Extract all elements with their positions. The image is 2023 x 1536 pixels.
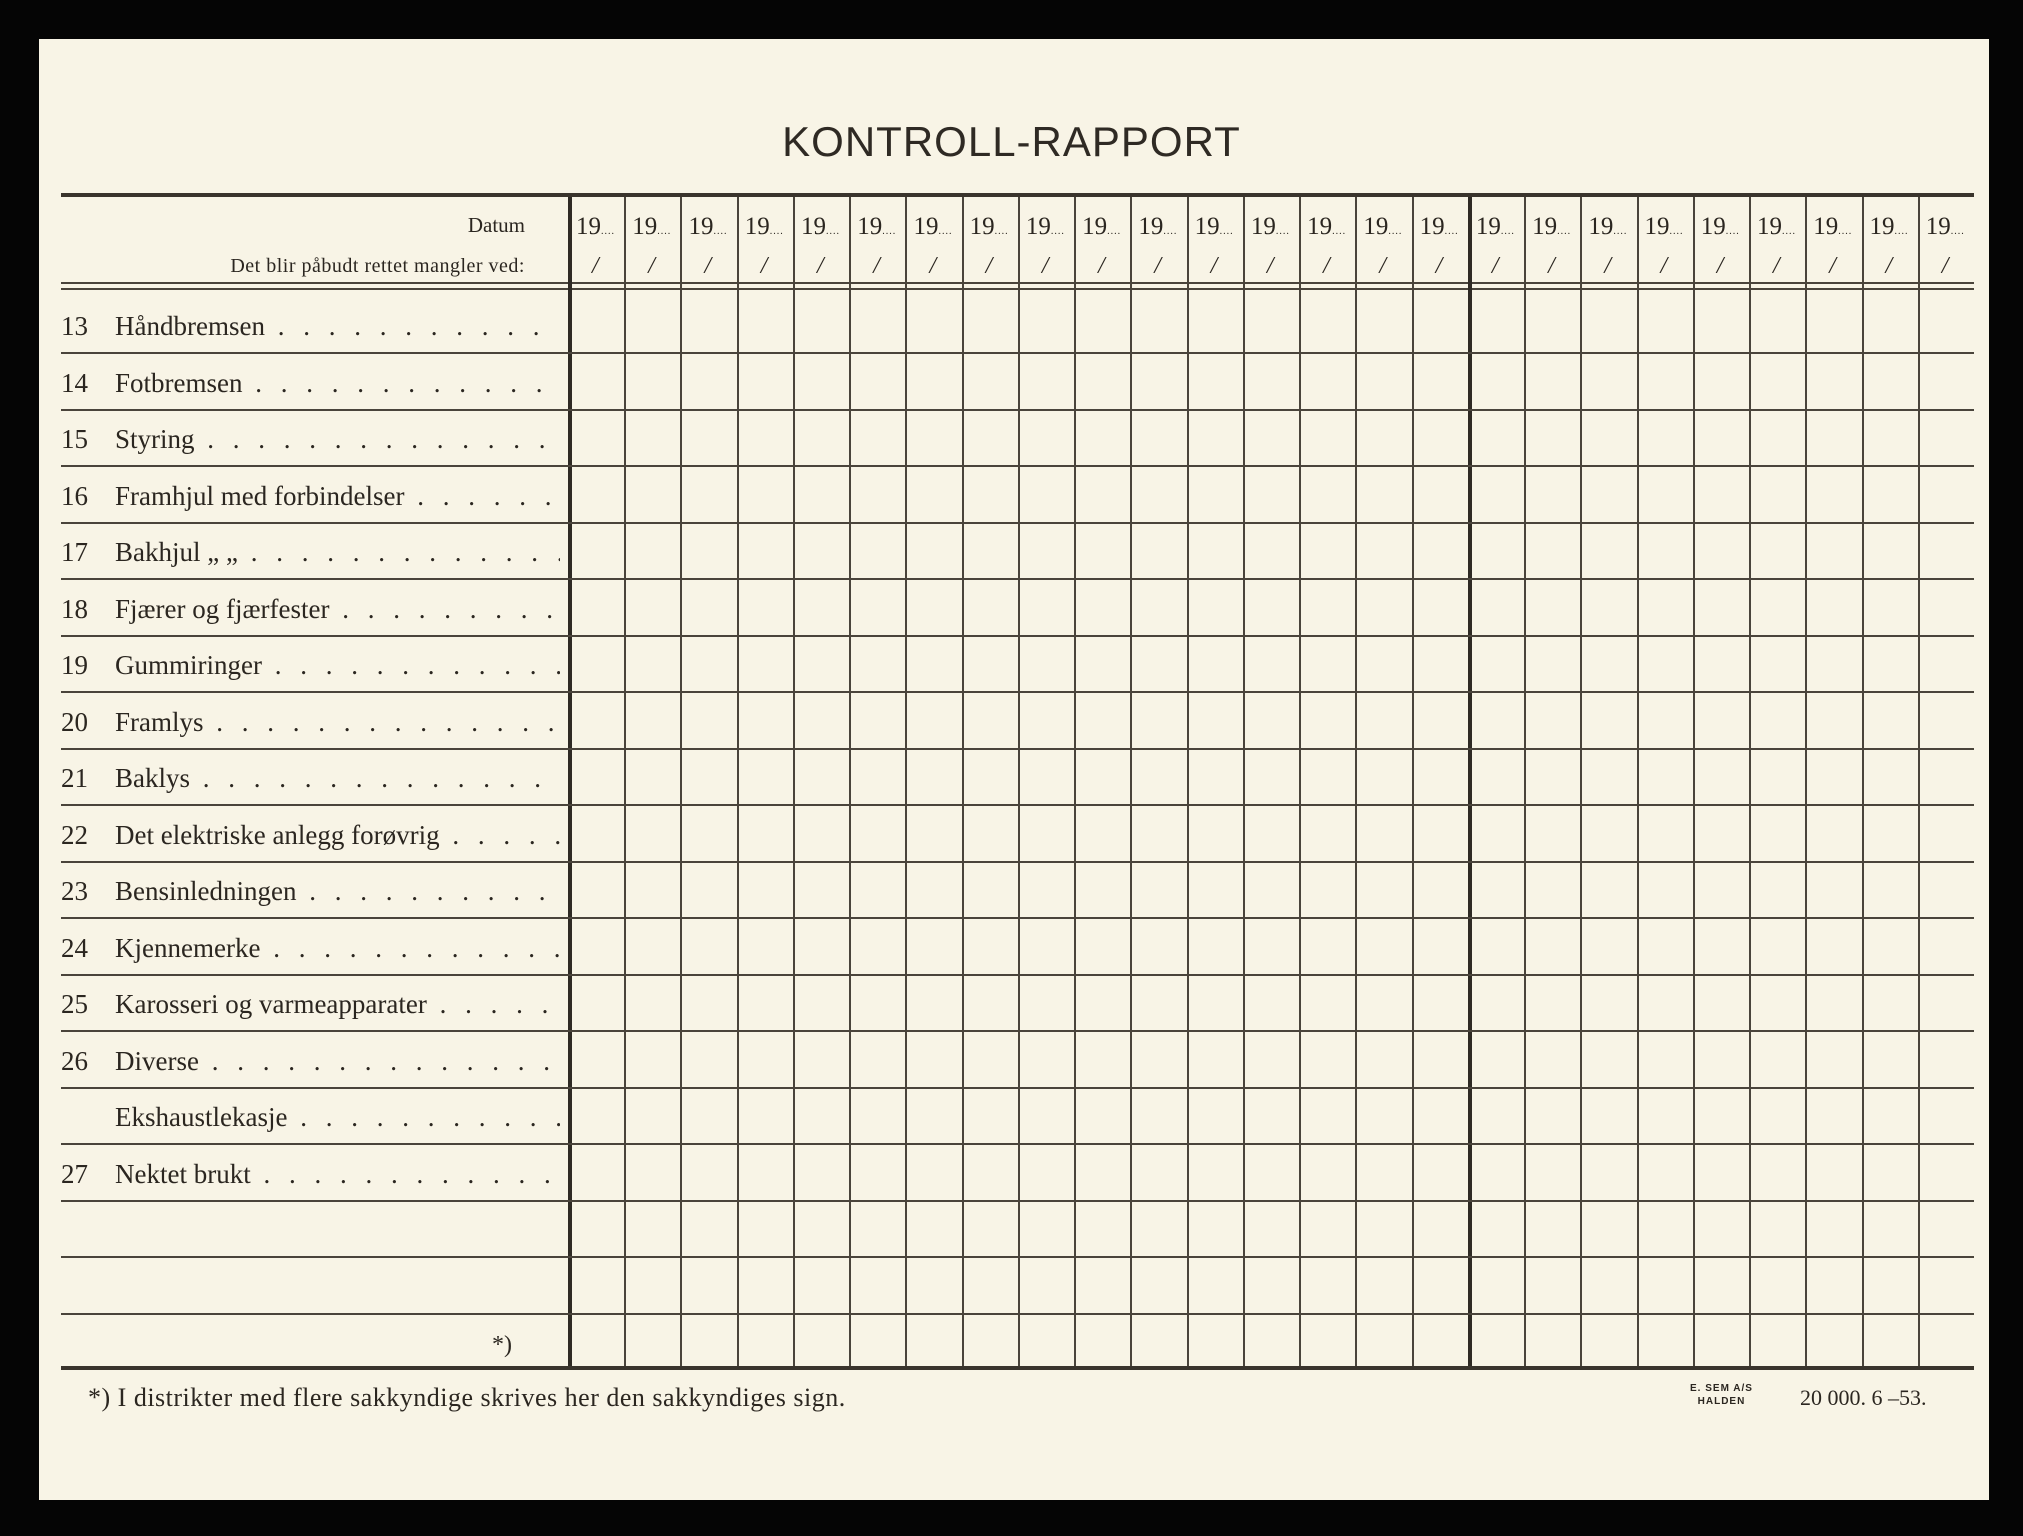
date-column-header[interactable] [568,197,624,282]
row-label: Fotbremsen . . . [115,368,560,399]
row-number: 20 [61,706,88,737]
row-number: 15 [61,424,88,454]
row-label: Styring . . . [115,424,560,455]
row-label: Fjærer og fjærfester . . . [115,594,560,625]
year-prefix: 19 .... [576,213,615,241]
grid-column-line [568,197,572,1369]
row-label: Karosseri og varmeapparater . . . [115,989,560,1020]
checklist-row [61,806,568,863]
date-grid [568,197,1974,1369]
checklist-row [61,354,568,411]
grid-row-line [568,1087,1974,1089]
grid-column-line [905,197,907,1369]
date-column-header[interactable] [1355,197,1411,282]
checklist-row [61,467,568,524]
grid-column-line [1918,197,1920,1369]
grid-column-line [1468,197,1472,1369]
date-separator: / [1435,253,1443,279]
grid-row-line [568,465,1974,467]
date-column-header[interactable] [1862,197,1918,282]
grid-column-line [1749,197,1751,1369]
year-prefix: 19 .... [1532,213,1571,241]
date-column-header[interactable] [1018,197,1074,282]
subtitle-label: Det blir påbudt rettet mangler ved: [230,255,525,277]
row-label: Bensinledningen . . . [115,876,560,907]
page-title: KONTROLL-RAPPORT [782,118,1241,165]
date-separator: / [1885,253,1893,279]
row-number: 22 [61,819,88,850]
datum-label: Datum [467,213,525,237]
date-separator: / [929,253,937,279]
date-separator: / [1098,253,1105,279]
year-prefix: 19 .... [1813,213,1852,241]
date-column-header[interactable] [1637,197,1693,282]
checklist-row [61,1089,568,1146]
date-column-header[interactable] [905,197,961,282]
row-label: Bakhjul „ „ . . . [115,537,560,568]
row-label: Håndbremsen . . . [115,311,560,342]
year-prefix: 19 .... [913,213,952,241]
grid-column-line [1862,197,1864,1369]
form-header [61,197,551,282]
row-number: 14 [61,367,88,398]
year-prefix: 19 .... [1926,213,1965,241]
printer-name: E. SEM A/S [1690,1383,1753,1394]
date-separator: / [760,253,768,279]
date-column-header[interactable] [1299,197,1355,282]
date-column-header[interactable] [793,197,849,282]
year-prefix: 19 .... [1138,213,1177,241]
grid-row-line [568,1030,1974,1032]
grid-column-line [1805,197,1807,1369]
grid-column-line [1074,197,1076,1369]
date-column-header[interactable] [1130,197,1186,282]
grid-column-line [1187,197,1189,1369]
date-column-header[interactable] [1074,197,1130,282]
checklist-row [61,919,568,976]
date-column-header[interactable] [1468,197,1524,282]
grid-column-line [1412,197,1414,1369]
checklist-row [61,693,568,750]
date-column-header[interactable] [962,197,1018,282]
year-prefix: 19 .... [1195,213,1234,241]
empty-row [61,1315,568,1372]
empty-row [61,1202,568,1259]
grid-row-line [568,1256,1974,1258]
row-label: Ekshaustlekasje . . . [115,1102,560,1133]
row-number: 27 [61,1158,88,1189]
year-prefix: 19 .... [632,213,671,241]
checklist-row [61,1032,568,1089]
date-column-header[interactable] [1693,197,1749,282]
grid-column-line [680,197,682,1369]
year-prefix: 19 .... [1645,213,1684,241]
checklist-row [61,863,568,920]
date-separator: / [1604,253,1611,279]
date-separator: / [1379,253,1387,279]
bottom-rule [61,1366,1974,1370]
date-column-header[interactable] [1243,197,1299,282]
grid-row-line [568,1313,1974,1315]
date-separator: / [873,253,880,279]
row-label: Framlys . . . [115,707,560,738]
grid-row-line [568,691,1974,693]
year-prefix: 19 .... [1307,213,1346,241]
row-number: 13 [61,311,88,341]
grid-row-line [568,578,1974,580]
date-separator: / [1660,253,1668,279]
year-prefix: 19 .... [1870,213,1909,241]
grid-row-line [568,1143,1974,1145]
date-separator: / [1266,253,1274,279]
date-separator: / [1210,253,1218,279]
row-number: 18 [61,593,88,624]
edition-info: 20 000. 6 –53. [1800,1385,1927,1410]
checklist-row [61,976,568,1033]
year-prefix: 19 .... [1588,213,1627,241]
signature-mark: *) [492,1332,512,1358]
row-label: Kjennemerke . . . [115,933,560,964]
checklist-row [61,290,568,354]
year-prefix: 19 .... [688,213,727,241]
year-prefix: 19 .... [970,213,1009,241]
row-number: 23 [61,876,88,906]
date-separator: / [1773,253,1780,279]
grid-row-line [568,748,1974,750]
row-number: 16 [61,480,88,511]
grid-column-line [624,197,626,1369]
grid-column-line [1524,197,1526,1369]
grid-row-line [568,804,1974,806]
printer-mark [1690,1382,1753,1408]
date-column-header[interactable] [1412,197,1468,282]
grid-column-line [737,197,739,1369]
grid-column-line [1637,197,1639,1369]
grid-row-line [568,635,1974,637]
grid-row-line [568,917,1974,919]
date-separator: / [592,253,599,279]
row-number: 19 [61,650,88,680]
checklist-row [61,750,568,807]
date-separator: / [1829,253,1836,279]
date-column-header[interactable] [1580,197,1636,282]
checklist-row [61,580,568,637]
year-prefix: 19 .... [1757,213,1796,241]
grid-column-line [1018,197,1020,1369]
row-label: Baklys . . . [115,763,560,794]
grid-row-line [568,409,1974,411]
checklist-row [61,1145,568,1202]
grid-column-line [962,197,964,1369]
empty-row [61,1258,568,1315]
date-separator: / [816,253,824,279]
row-number: 26 [61,1045,88,1076]
row-label: Det elektriske anlegg forøvrig . . . [115,820,560,851]
row-label: Diverse . . . [115,1046,560,1077]
date-separator: / [1491,253,1499,279]
row-label: Framhjul med forbindelser . . . [115,481,560,512]
row-label: Nektet brukt . . . [115,1159,560,1190]
grid-column-line [1299,197,1301,1369]
grid-column-line [1693,197,1695,1369]
year-prefix: 19 .... [1026,213,1065,241]
date-column-header[interactable] [849,197,905,282]
date-separator: / [1323,253,1330,279]
row-number: 21 [61,763,88,793]
grid-column-line [1580,197,1582,1369]
checklist-row [61,411,568,468]
year-prefix: 19 .... [1251,213,1290,241]
grid-row-line [568,352,1974,354]
year-prefix: 19 .... [1363,213,1402,241]
grid-column-line [1243,197,1245,1369]
grid-column-line [1130,197,1132,1369]
date-column-header[interactable] [1918,197,1974,282]
grid-row-line [568,1200,1974,1202]
date-separator: / [985,253,993,279]
year-prefix: 19 .... [857,213,896,241]
footnote: *) I distrikter med flere sakkyndige skrives her den sakkyndiges sign. [88,1383,846,1412]
date-column-header[interactable] [624,197,680,282]
date-separator: / [1041,253,1049,279]
year-prefix: 19 .... [745,213,784,241]
row-number: 25 [61,989,88,1019]
date-column-header[interactable] [1805,197,1861,282]
year-prefix: 19 .... [1701,213,1740,241]
year-prefix: 19 .... [801,213,840,241]
date-column-header[interactable] [1187,197,1243,282]
date-separator: / [1716,253,1724,279]
date-column-header[interactable] [680,197,736,282]
grid-column-line [1355,197,1357,1369]
year-prefix: 19 .... [1420,213,1459,241]
checklist-row [61,524,568,581]
year-prefix: 19 .... [1476,213,1515,241]
grid-column-line [849,197,851,1369]
grid-row-line [568,974,1974,976]
date-column-header[interactable] [1524,197,1580,282]
row-number: 24 [61,932,88,963]
grid-column-line [793,197,795,1369]
date-separator: / [1154,253,1162,279]
grid-row-line [568,522,1974,524]
year-prefix: 19 .... [1082,213,1121,241]
date-separator: / [648,253,655,279]
date-separator: / [1548,253,1555,279]
grid-row-line [568,861,1974,863]
date-column-header[interactable] [1749,197,1805,282]
checklist-labels [61,290,568,1371]
checklist-row [61,637,568,694]
date-column-header[interactable] [737,197,793,282]
date-separator: / [704,253,712,279]
date-separator: / [1941,253,1949,279]
row-number: 17 [61,537,88,567]
printer-city: HALDEN [1697,1396,1746,1407]
row-label: Gummiringer . . . [115,650,560,681]
